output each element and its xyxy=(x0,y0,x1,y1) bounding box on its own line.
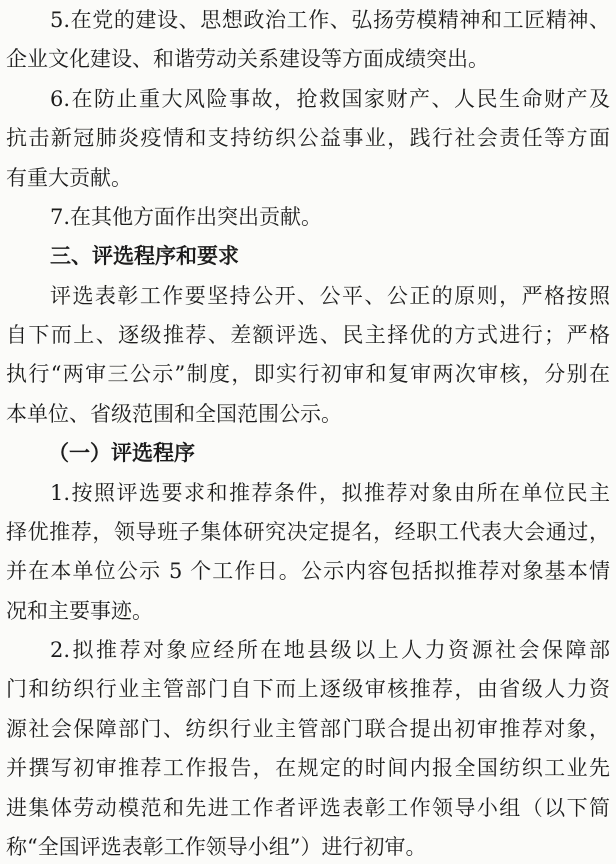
para-item-7: 7.在其他方面作出突出贡献。 xyxy=(50,205,323,229)
para-item-6-line-1: 6.在防止重大风险事故，抢救国家财产、人民生命财产及 xyxy=(50,87,610,111)
para-step-1-line-1: 1.按照评选要求和推荐条件，拟推荐对象由所在单位民主 xyxy=(50,481,610,505)
para-step-2-line-2: 门和纺织行业主管部门自下而上逐级审核推荐，由省级人力资 xyxy=(6,677,610,701)
para-principles-line-2: 自下而上、逐级推荐、差额评选、民主择优的方式进行；严格 xyxy=(6,323,610,347)
para-item-5-line-1: 5.在党的建设、思想政治工作、弘扬劳模精神和工匠精神、 xyxy=(50,8,610,32)
para-principles-line-3: 执行“两审三公示”制度，即实行初审和复审两次审核，分别在 xyxy=(6,362,610,386)
para-step-1-line-3: 并在本单位公示 5 个工作日。公示内容包括拟推荐对象基本情 xyxy=(6,559,610,583)
para-principles-line-1: 评选表彰工作要坚持公开、公平、公正的原则，严格按照 xyxy=(50,284,610,308)
para-step-2-line-3: 源社会保障部门、纺织行业主管部门联合提出初审推荐对象， xyxy=(6,717,610,741)
para-step-1-line-4: 况和主要事迹。 xyxy=(6,599,153,623)
subsection-heading-1: （一）评选程序 xyxy=(48,440,195,465)
para-step-2-line-6: 称“全国评选表彰工作领导小组”）进行初审。 xyxy=(6,835,427,859)
para-item-6-line-2: 抗击新冠肺炎疫情和支持纺织公益事业，践行社会责任等方面 xyxy=(6,126,610,150)
para-step-2-line-5: 进集体劳动模范和先进工作者评选表彰工作领导小组（以下简 xyxy=(6,796,610,820)
para-item-6-line-3: 有重大贡献。 xyxy=(6,166,132,190)
para-item-5-line-2: 企业文化建设、和谐劳动关系建设等方面成绩突出。 xyxy=(6,47,489,71)
para-step-2-line-4: 并撰写初审推荐工作报告，在规定的时间内报全国纺织工业先 xyxy=(6,756,610,780)
para-step-1-line-2: 择优推荐，领导班子集体研究决定提名，经职工代表大会通过， xyxy=(6,520,610,544)
para-principles-line-4: 本单位、省级范围和全国范围公示。 xyxy=(6,402,342,426)
para-step-2-line-1: 2.拟推荐对象应经所在地县级以上人力资源社会保障部 xyxy=(50,638,610,662)
section-heading-3: 三、评选程序和要求 xyxy=(50,244,239,268)
